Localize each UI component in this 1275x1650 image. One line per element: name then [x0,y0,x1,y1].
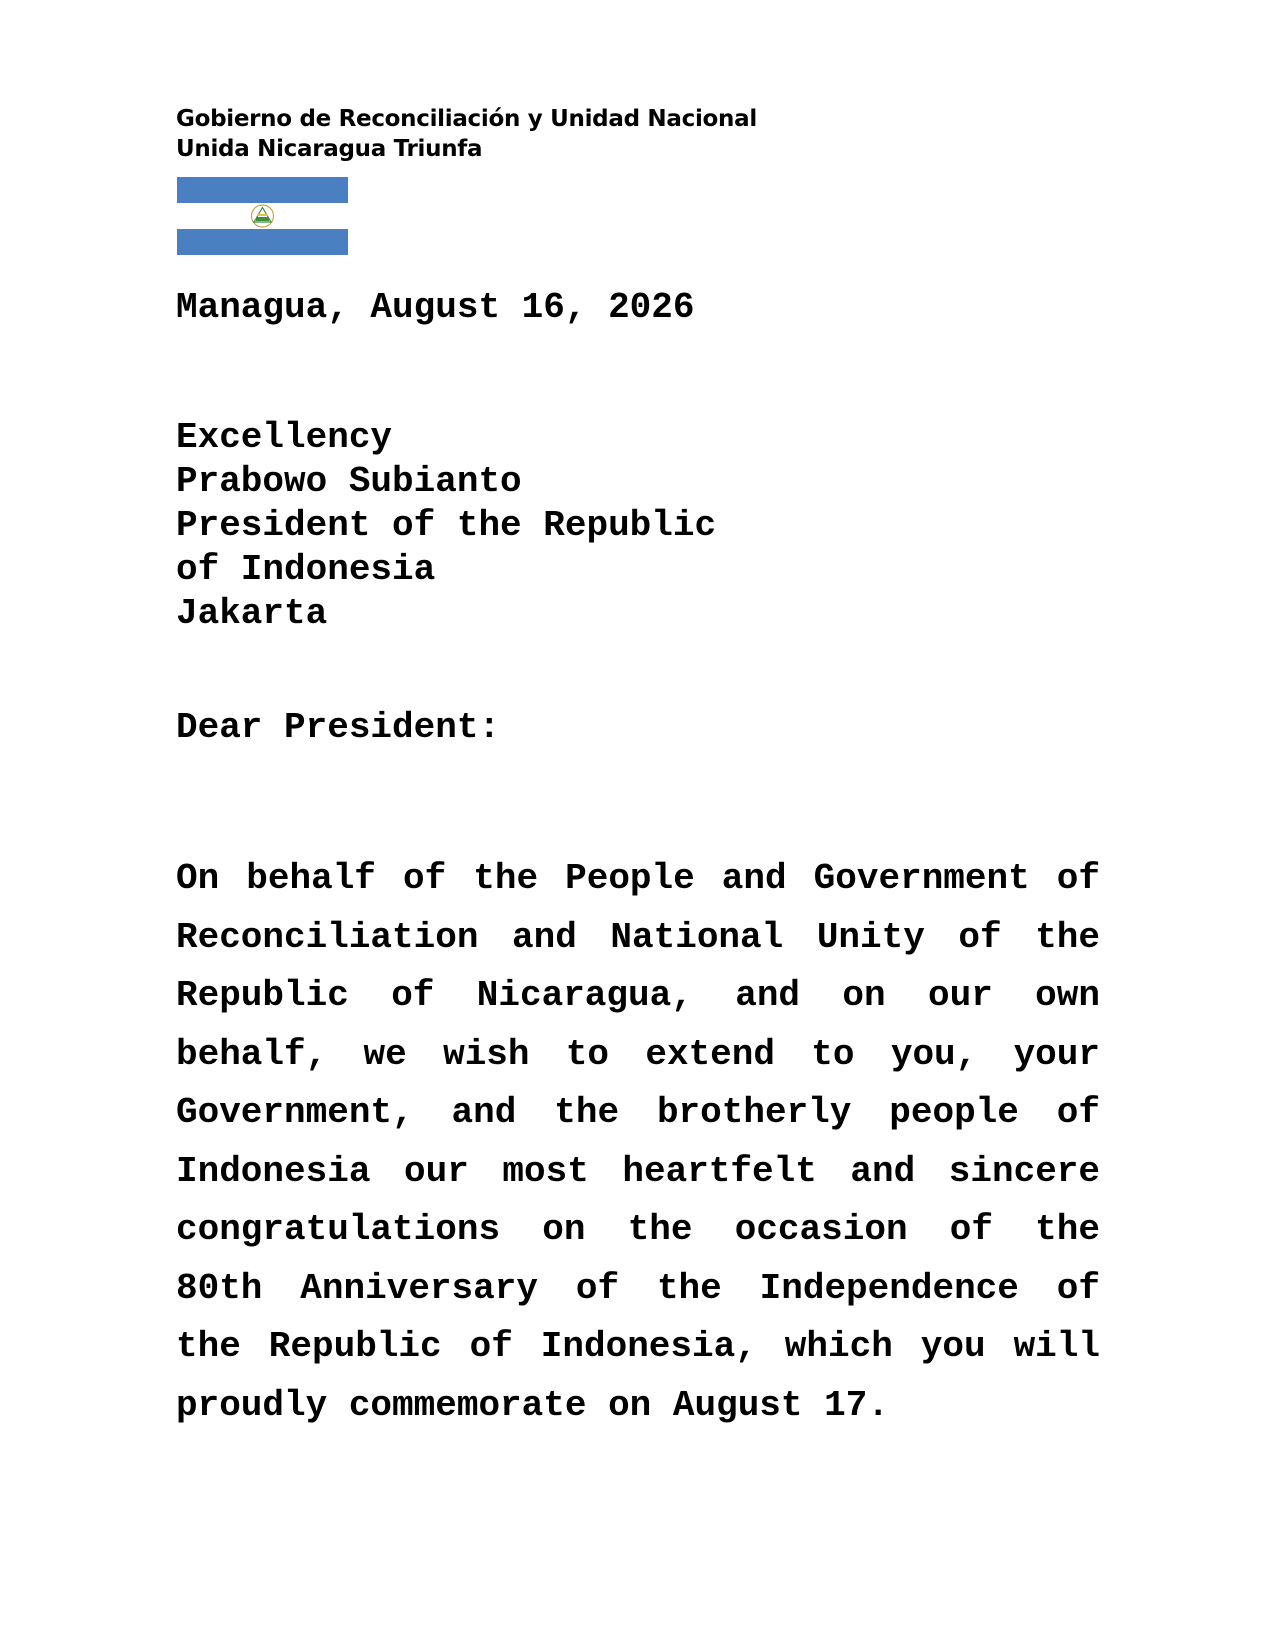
letterhead-government-name: Gobierno de Reconciliación y Unidad Nacional [176,106,757,132]
addressee-line: Prabowo Subianto [176,461,522,502]
addressee-line: Excellency [176,417,393,458]
addressee-line: Jakarta [176,593,328,634]
flag-top-stripe [177,177,348,203]
letterhead-slogan: Unida Nicaragua Triunfa [176,136,483,162]
flag-bottom-stripe [177,229,348,255]
letterhead [176,104,757,164]
salutation: Dear President: [176,707,501,748]
letter-body: On behalf of the People and Government of Reconciliation and National Unity of the Republic of Nicaragua, and on our own behalf, we wish to extend to you, your Government, and the brotherly people of Indonesia our most heartfelt and sincere congratulations on the occasion of the 80th Anniversary of the Independence of the Republic of Indonesia, which you will proudly commemorate on August 17. [176,858,1100,1426]
addressee-block [176,416,716,636]
addressee-line: President of the Republic [176,505,717,546]
addressee-line: of Indonesia [176,549,436,590]
letter-date: Managua, August 16, 2026 [176,287,695,328]
nicaragua-flag-icon [177,177,348,255]
